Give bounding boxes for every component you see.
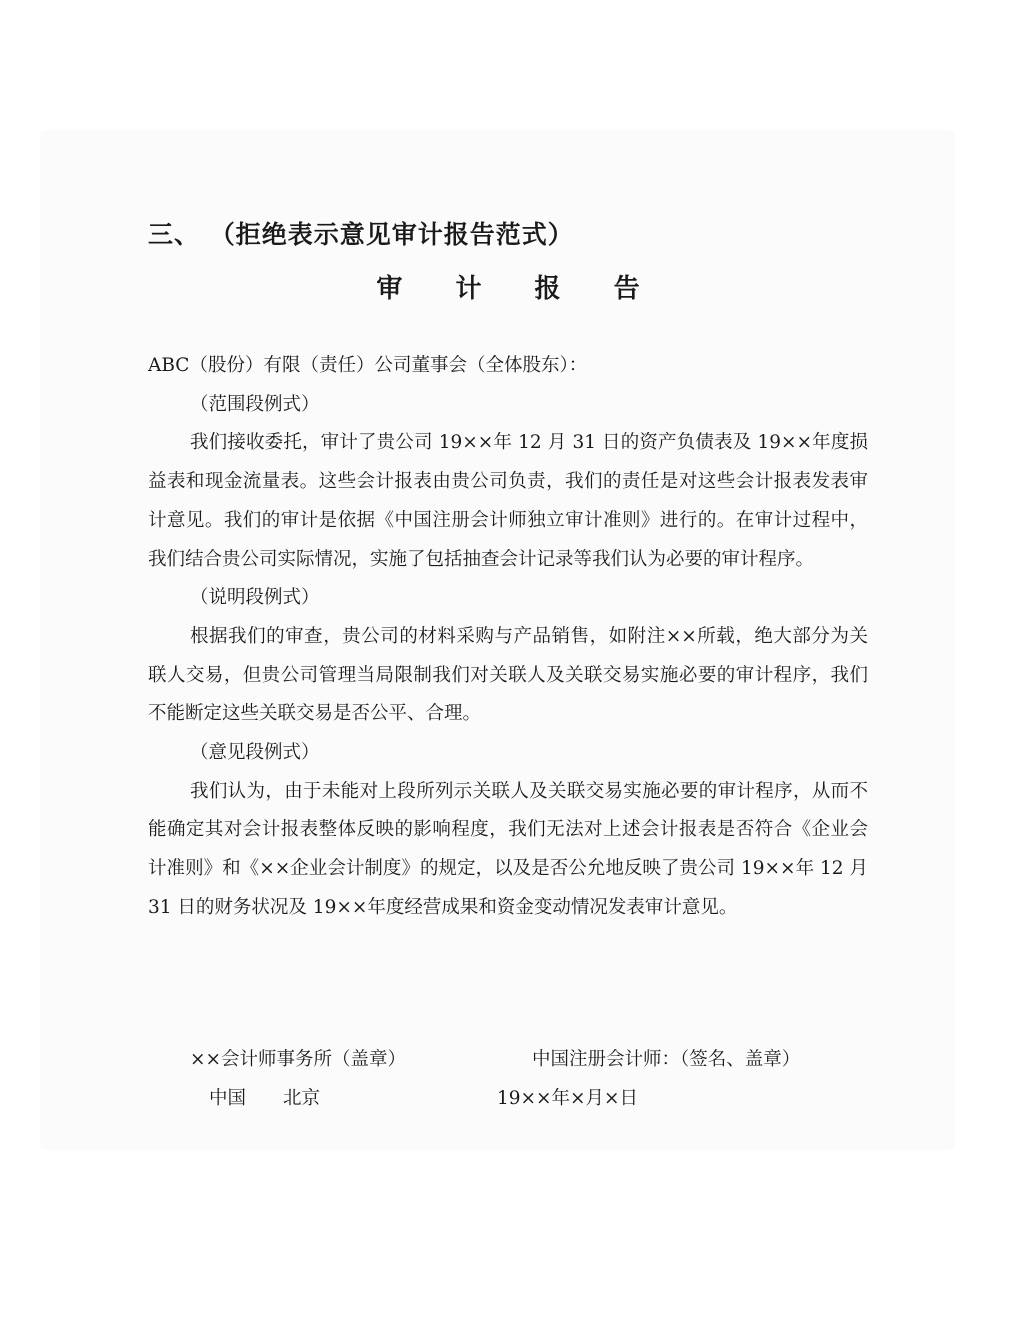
section-heading: 三、 （拒绝表示意见审计报告范式） <box>148 220 574 249</box>
addressee: ABC（股份）有限（责任）公司董事会（全体股东）： <box>148 355 588 376</box>
scope-paragraph-label: （范围段例式） <box>190 393 320 415</box>
report-text <box>148 347 868 928</box>
opinion-paragraph-label: （意见段例式） <box>190 742 320 764</box>
explanation-paragraph: 根据我们的审查，贵公司的材料采购与产品销售，如附注××所载，绝大部分为关联人交易，但贵公司管理当局限制我们对关联人及关联交易实施必要的审计程序，我们不能断定这些关联交易是否公平、合理。 <box>148 625 868 725</box>
signature-row-2 <box>148 1079 868 1118</box>
cpa-signature: 中国注册会计师：（签名、盖章） <box>532 1049 801 1070</box>
scope-paragraph: 我们接收委托，审计了贵公司 19××年 12 月 31 日的资产负债表及 19××年度损益表和现金流量表。这些会计报表由贵公司负责，我们的责任是对这些会计报表发表审计意见。我们的审计是依据《中国注册会计师独立审计准则》进行的。在审计过程中，我们结合贵公司实际情况，实施了包括抽查会计记录等我们认为必要的审计程序。 <box>148 432 868 570</box>
opinion-paragraph: 我们认为，由于未能对上段所列示关联人及关联交易实施必要的审计程序，从而不能确定其对会计报表整体反映的影响程度，我们无法对上述会计报表是否符合《企业会计准则》和《××企业会计制度》的规定，以及是否公允地反映了贵公司 19××年 12 月 31 日的财务状况及 19××年度经营成果和资金变动情况发表审计意见。 <box>148 780 868 918</box>
signature-row-1 <box>148 1040 868 1079</box>
location: 中国 北京 <box>209 1088 321 1109</box>
report-title: 审 计 报 告 <box>376 274 662 304</box>
explanation-paragraph-label: （说明段例式） <box>190 587 320 609</box>
audit-firm-seal: ××会计师事务所（盖章） <box>190 1049 407 1070</box>
report-date: 19××年×月×日 <box>497 1088 639 1109</box>
signature-block <box>148 1040 868 1118</box>
